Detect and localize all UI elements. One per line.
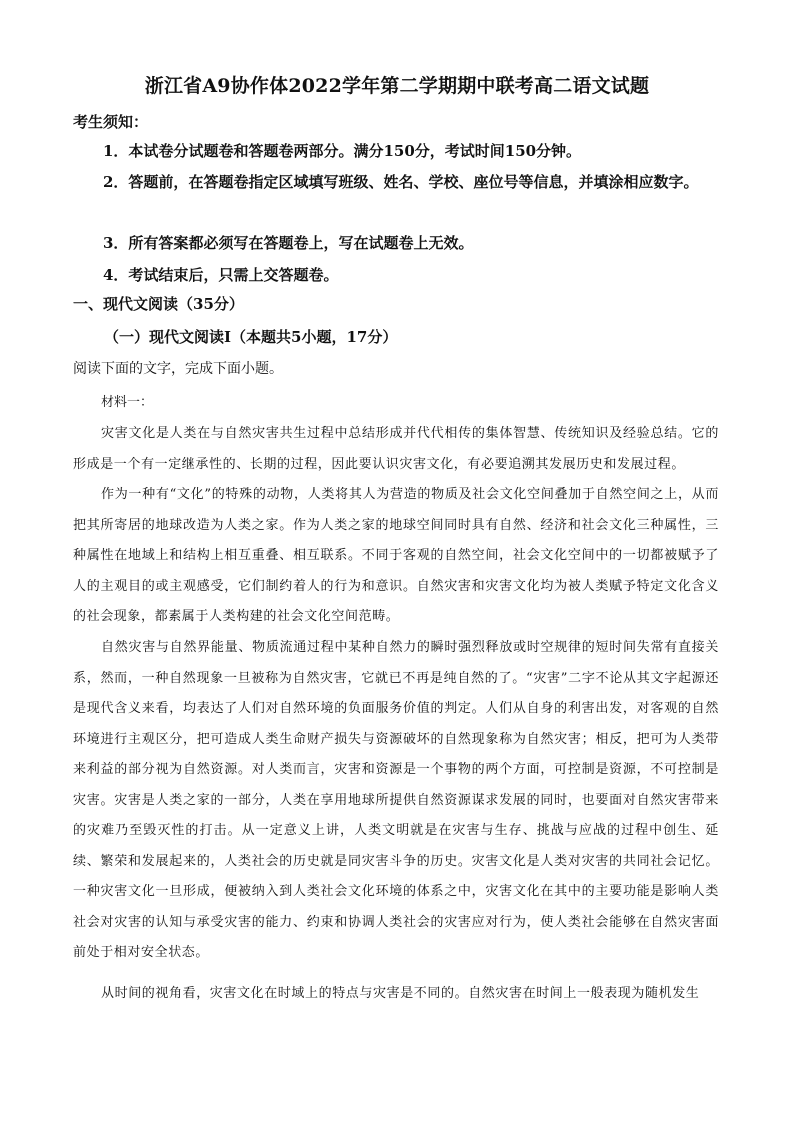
notice-item-4: 4．考试结束后，只需上交答题卷。	[103, 266, 339, 284]
paragraph: 从时间的视角看，灾害文化在时域上的特点与灾害是不同的。自然灾害在时间上一般表现为随机发生	[101, 986, 700, 1001]
exam-title: 浙江省A9协作体2022学年第二学期期中联考高二语文试题	[144, 75, 650, 97]
notice-heading: 考生须知：	[73, 113, 149, 131]
notice-item-1: 1．本试卷分试题卷和答题卷两部分。满分150分，考试时间150分钟。	[103, 142, 582, 160]
material-label: 材料一：	[101, 395, 154, 410]
notice-item-3: 3．所有答案都必须写在答题卷上，写在试题卷上无效。	[103, 234, 474, 252]
subsection-heading: （一）现代文阅读Ⅰ（本题共5小题，17分）	[104, 328, 398, 346]
reading-instruction: 阅读下面的文字，完成下面小题。	[73, 361, 283, 377]
paragraph: 灾害文化是人类在与自然灾害共生过程中总结形成并代代相传的集体智慧、传统知识及经验总结。它的形成是一个有一定继承性的、长期的过程，因此要认识灾害文化，有必要追溯其发展历史和发展过程。	[73, 426, 719, 472]
notice-item-2: 2．答题前，在答题卷指定区域填写班级、姓名、学校、座位号等信息，并填涂相应数字。	[103, 173, 699, 191]
paragraph: 自然灾害与自然界能量、物质流通过程中某种自然力的瞬时强烈释放或时空规律的短时间失常有直接关系，然而，一种自然现象一旦被称为自然灾害，它就已不再是纯自然的了。“灾害”二字不论从其文字起源还是现代含义来看，均表达了人们对自然环境的负面服务价值的判定。人们从自身的利害出发，对客观的自然环境进行主观区分，把可造成人类生命财产损失与资源破坏的自然现象称为自然灾害；相反，把可为人类带来利益的部分视为自然资源。对人类而言，灾害和资源是一个事物的两个方面，可控制是资源，不可控制是灾害。灾害是人类之家的一部分，人类在享用地球所提供自然资源谋求发展的同时，也要面对自然灾害带来的灾难乃至毁灭性的打击。从一定意义上讲，人类文明就是在灾害与生存、挑战与应战的过程中创生、延续、繁荣和发展起来的，人类社会的历史就是同灾害斗争的历史。灾害文化是人类对灾害的共同社会记忆。一种灾害文化一旦形成，便被纳入到人类社会文化环境的体系之中，灾害文化在其中的主要功能是影响人类社会对灾害的认知与承受灾害的能力、约束和协调人类社会的灾害应对行为，使人类社会能够在自然灾害面前处于相对安全状态。	[73, 640, 719, 960]
paragraph: 作为一种有“文化”的特殊的动物，人类将其人为营造的物质及社会文化空间叠加于自然空间之上，从而把其所寄居的地球改造为人类之家。作为人类之家的地球空间同时具有自然、经济和社会文化三种属性，三种属性在地域上和结构上相互重叠、相互联系。不同于客观的自然空间，社会文化空间中的一切都被赋予了人的主观目的或主观感受，它们制约着人的行为和意识。自然灾害和灾害文化均为被人类赋予特定文化含义的社会现象，都素属于人类构建的社会文化空间范畴。	[73, 487, 719, 624]
section-heading: 一、现代文阅读（35分）	[73, 295, 244, 313]
